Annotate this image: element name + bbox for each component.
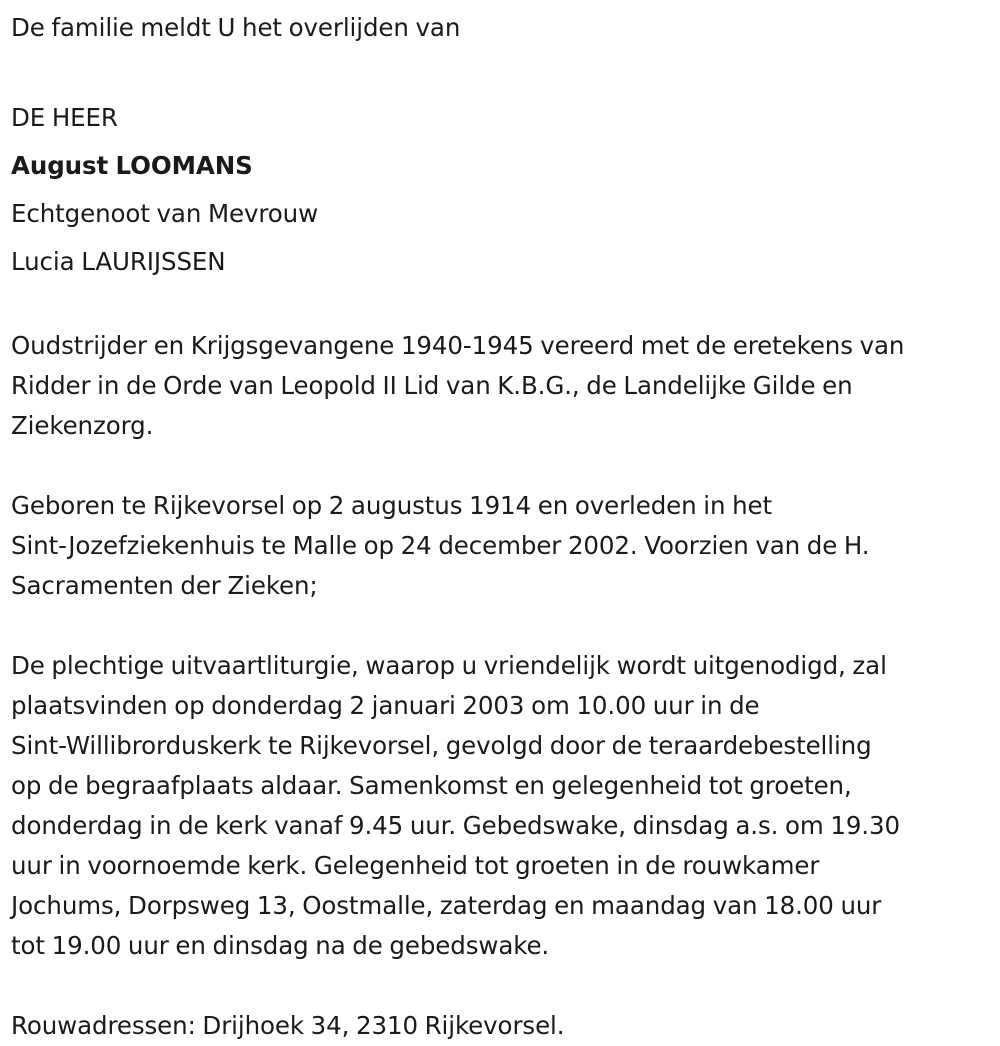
mourning-address: Rouwadressen: Drijhoek 34, 2310 Rijkevorsel.: [11, 1011, 565, 1040]
honors-line: Oudstrijder en Krijgsgevangene 1940-1945 vereerd met de eretekens van: [11, 331, 905, 360]
spacer: [11, 966, 996, 1006]
birth-line: Sacramenten der Zieken;: [11, 571, 318, 600]
spouse-line-1: Echtgenoot van Mevrouw: [11, 199, 319, 228]
spouse-line-2: Lucia LAURIJSSEN: [11, 247, 226, 276]
funeral-line: uur in voornoemde kerk. Gelegenheid tot groeten in de rouwkamer: [11, 851, 820, 880]
spacer: [11, 606, 996, 646]
honors-paragraph: [11, 326, 996, 446]
honors-line: Ziekenzorg.: [11, 411, 154, 440]
funeral-line: tot 19.00 uur en dinsdag na de gebedswake.: [11, 931, 550, 960]
funeral-line: Sint-Willibrorduskerk te Rijkevorsel, gevolgd door de teraardebestelling: [11, 731, 872, 760]
spacer: [11, 286, 996, 326]
funeral-line: De plechtige uitvaartliturgie, waarop u vriendelijk wordt uitgenodigd, zal: [11, 651, 887, 680]
funeral-paragraph: [11, 646, 996, 966]
birth-line: Geboren te Rijkevorsel op 2 augustus 1914 en overleden in het: [11, 491, 772, 520]
honors-line: Ridder in de Orde van Leopold II Lid van K.B.G., de Landelijke Gilde en: [11, 371, 853, 400]
spacer: [11, 446, 996, 486]
funeral-line: donderdag in de kerk vanaf 9.45 uur. Gebedswake, dinsdag a.s. om 19.30: [11, 811, 900, 840]
intro-text: De familie meldt U het overlijden van: [11, 13, 461, 42]
deceased-title: DE HEER: [11, 103, 118, 132]
funeral-line: plaatsvinden op donderdag 2 januari 2003 om 10.00 uur in de: [11, 691, 760, 720]
spacer: [11, 48, 996, 94]
obituary-document: [11, 8, 996, 1046]
funeral-line: Jochums, Dorpsweg 13, Oostmalle, zaterdag en maandag van 18.00 uur: [11, 891, 882, 920]
birth-paragraph: [11, 486, 996, 606]
funeral-line: op de begraafplaats aldaar. Samenkomst en gelegenheid tot groeten,: [11, 771, 852, 800]
deceased-name: August LOOMANS: [11, 151, 253, 180]
birth-line: Sint-Jozefziekenhuis te Malle op 24 december 2002. Voorzien van de H.: [11, 531, 870, 560]
